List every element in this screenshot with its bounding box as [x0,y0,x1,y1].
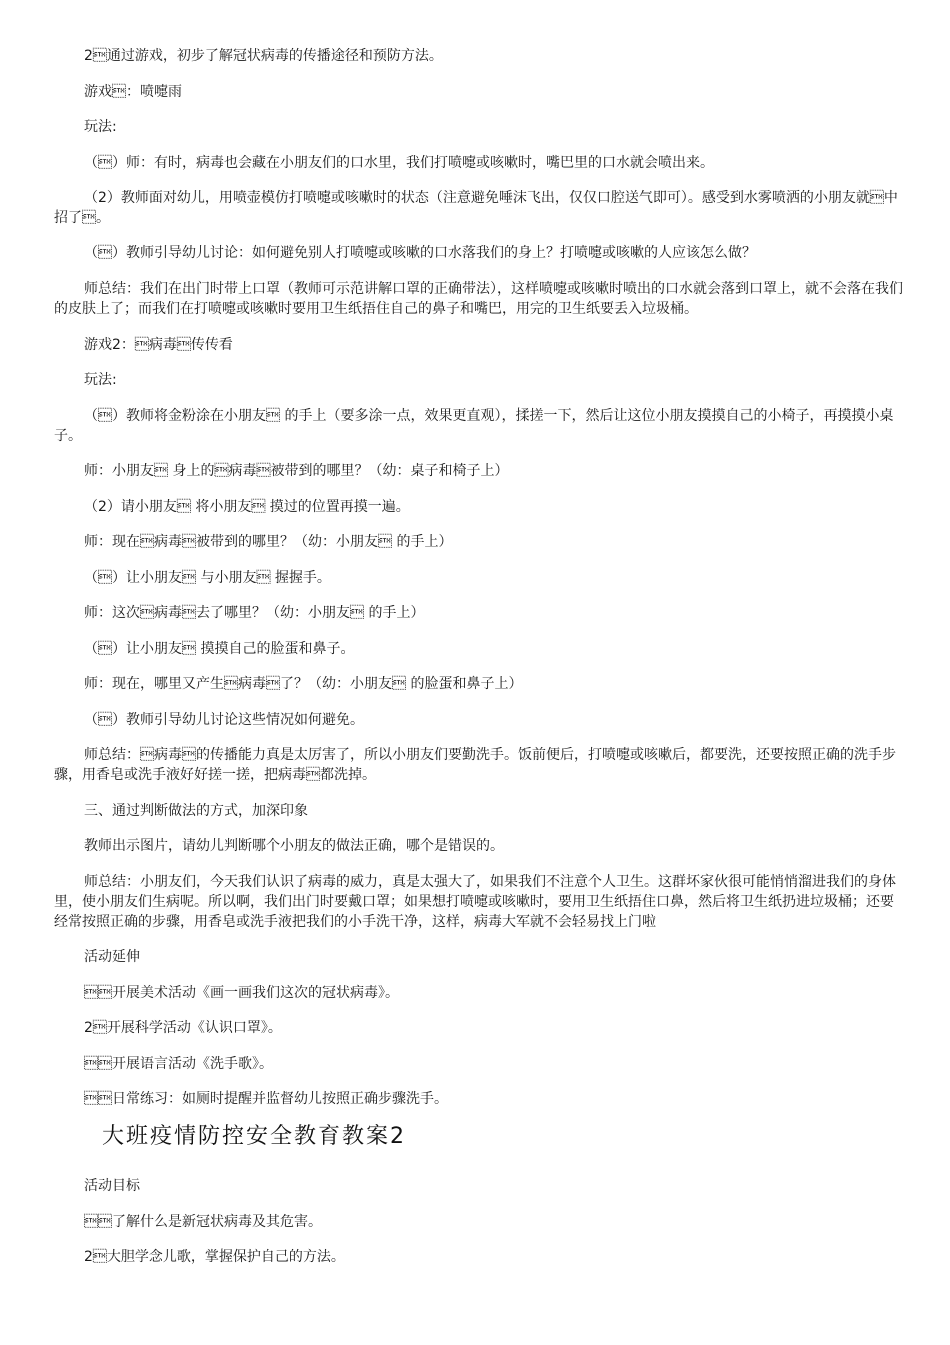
paragraph: （）让小朋友 摸摸自己的脸蛋和鼻子。 [84,641,355,657]
paragraph: （）让小朋友 与小朋友 握握手。 [84,570,331,586]
paragraph: 玩法: [84,119,117,135]
paragraph: （2）请小朋友 将小朋友 摸过的位置再摸一遍。 [84,499,410,515]
paragraph: 师：这次病毒去了哪里？（幼：小朋友 的手上） [84,605,425,621]
paragraph: （）师：有时，病毒也会藏在小朋友们的口水里，我们打喷嚏或咳嗽时，嘴巴里的口水就会喷出来。 [84,155,714,171]
section-heading: 三、通过判断做法的方式，加深印象 [84,803,308,819]
paragraph: 玩法: [84,372,117,388]
paragraph: （）教师引导幼儿讨论这些情况如何避免。 [84,712,364,728]
paragraph: 师总结：小朋友们，今天我们认识了病毒的威力，真是太强大了，如果我们不注意个人卫生。这群坏家伙很可能悄悄溜进我们的身体里，使小朋友们生病呢。所以啊，我们出门时要戴口罩；如果想打喷嚏或咳嗽时，要用卫生纸捂住口鼻，然后将卫生纸扔进垃圾桶；还要经常按照正确的步骤，用香皂或洗手液把我们的小手洗干净，这样，病毒大军就不会轻易找上门啦 [54,874,896,930]
paragraph: 游戏2：病毒传传看 [84,337,233,353]
paragraph: （2）教师面对幼儿，用喷壶模仿打喷嚏或咳嗽时的状态（注意避免唾沫飞出，仅仅口腔送气即可）。感受到水雾喷洒的小朋友就中招了。 [54,190,898,226]
list-item: 开展美术活动《画一画我们这次的冠状病毒》。 [84,985,399,1001]
section-heading: 活动目标 [84,1178,140,1194]
list-item: 开展语言活动《洗手歌》。 [84,1056,273,1072]
paragraph: 师：现在，哪里又产生病毒了？（幼：小朋友 的脸蛋和鼻子上） [84,676,523,692]
paragraph: 游戏：喷嚏雨 [84,84,182,100]
paragraph: 师：小朋友 身上的病毒被带到的哪里？（幼：桌子和椅子上） [84,463,509,479]
paragraph: 2通过游戏，初步了解冠状病毒的传播途径和预防方法。 [84,48,443,64]
list-item: 2开展科学活动《认识口罩》。 [84,1020,282,1036]
list-item: 2大胆学念儿歌，掌握保护自己的方法。 [84,1249,345,1265]
paragraph: 师：现在病毒被带到的哪里？（幼：小朋友 的手上） [84,534,453,550]
section-heading: 活动延伸 [84,949,140,965]
paragraph: 师总结：病毒的传播能力真是太厉害了，所以小朋友们要勤洗手。饭前便后，打喷嚏或咳嗽后，都要洗，还要按照正确的洗手步骤，用香皂或洗手液好好搓一搓，把病毒都洗掉。 [54,747,896,783]
paragraph: 教师出示图片，请幼儿判断哪个小朋友的做法正确，哪个是错误的。 [84,838,504,854]
document-title: 大班疫情防控安全教育教案2 [102,1124,406,1149]
paragraph: （）教师引导幼儿讨论：如何避免别人打喷嚏或咳嗽的口水落我们的身上？打喷嚏或咳嗽的人应该怎么做？ [84,245,756,261]
list-item: 日常练习：如厕时提醒并监督幼儿按照正确步骤洗手。 [84,1091,448,1107]
paragraph: 师总结：我们在出门时带上口罩（教师可示范讲解口罩的正确带法），这样喷嚏或咳嗽时喷出的口水就会落到口罩上，就不会落在我们的皮肤上了；而我们在打喷嚏或咳嗽时要用卫生纸捂住自己的鼻子和嘴巴，用完的卫生纸要丢入垃圾桶。 [54,281,903,317]
paragraph: （）教师将金粉涂在小朋友 的手上（要多涂一点，效果更直观），揉搓一下，然后让这位小朋友摸摸自己的小椅子，再摸摸小桌子。 [54,408,894,444]
list-item: 了解什么是新冠状病毒及其危害。 [84,1214,322,1230]
